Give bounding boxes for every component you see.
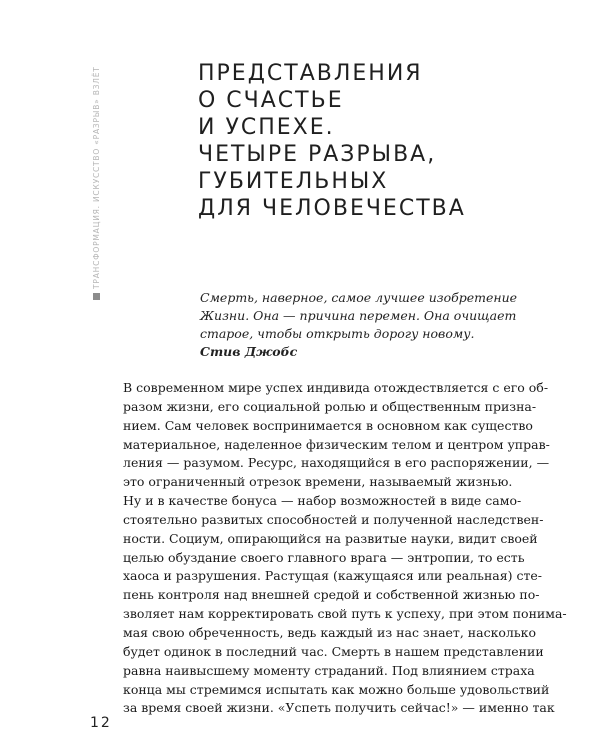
chapter-title-line: О СЧАСТЬЕ	[198, 88, 344, 113]
body-line: материальное, наделенное физическим телом и центром управ-	[123, 436, 550, 452]
body-line: хаоса и разрушения. Растущая (кажущаяся или реальная) сте-	[123, 568, 543, 584]
body-line: мая свою обреченность, ведь каждый из нас знает, насколько	[123, 624, 536, 640]
epigraph-line: Смерть, наверное, самое лучшее изобретение	[200, 290, 518, 305]
body-line: Ну и в качестве бонуса — набор возможностей в виде само-	[123, 493, 522, 509]
epigraph-author: Стив Джобс	[200, 344, 298, 359]
body-text	[123, 379, 567, 718]
square-marker-icon	[93, 293, 100, 300]
body-line: конца мы стремимся испытать как можно больше удовольствий	[123, 681, 550, 697]
body-line: В современном мире успех индивида отождествляется с его об-	[123, 380, 549, 395]
running-head-text: ТРАНСФОРМАЦИЯ. ИСКУССТВО «РАЗРЫВ» ВЗЛЁТ	[92, 66, 101, 289]
body-line: пень контроля над внешней средой и собственной жизнью по-	[123, 587, 540, 603]
epigraph-line: старое, чтобы открыть дорогу новому.	[200, 326, 475, 341]
epigraph	[200, 289, 518, 361]
chapter-title-line: ЧЕТЫРЕ РАЗРЫВА,	[198, 142, 437, 167]
body-line: ности. Социум, опирающийся на развитые науки, видит своей	[123, 530, 538, 546]
body-line: это ограниченный отрезок времени, называемый жизнью.	[123, 474, 513, 490]
chapter-title-line: И УСПЕХЕ.	[198, 115, 335, 140]
chapter-title-line: ПРЕДСТАВЛЕНИЯ	[198, 61, 423, 86]
body-line: равна наивысшему моменту страданий. Под влиянием страха	[123, 662, 535, 678]
body-line: будет одинок в последний час. Смерть в нашем представлении	[123, 643, 544, 659]
chapter-title-line: ДЛЯ ЧЕЛОВЕЧЕСТВА	[198, 196, 466, 221]
body-line: зволяет нам корректировать свой путь к успеху, при этом понима-	[123, 606, 567, 622]
body-line: ления — разумом. Ресурс, находящийся в его распоряжении, —	[123, 455, 550, 471]
body-line: нием. Сам человек воспринимается в основном как существо	[123, 417, 533, 433]
body-line: разом жизни, его социальной ролью и общественным призна-	[123, 398, 537, 414]
page-number: 12	[90, 715, 112, 731]
body-line: целью обуздание своего главного врага — энтропии, то есть	[123, 549, 525, 565]
chapter-title-line: ГУБИТЕЛЬНЫХ	[198, 169, 389, 194]
body-line: стоятельно развитых способностей и полученной наследствен-	[123, 511, 544, 527]
side-running-head	[92, 30, 101, 300]
body-line: за время своей жизни. «Успеть получить сейчас!» — именно так	[123, 700, 555, 716]
chapter-title	[198, 60, 466, 222]
epigraph-line: Жизни. Она — причина перемен. Она очищает	[200, 308, 517, 323]
